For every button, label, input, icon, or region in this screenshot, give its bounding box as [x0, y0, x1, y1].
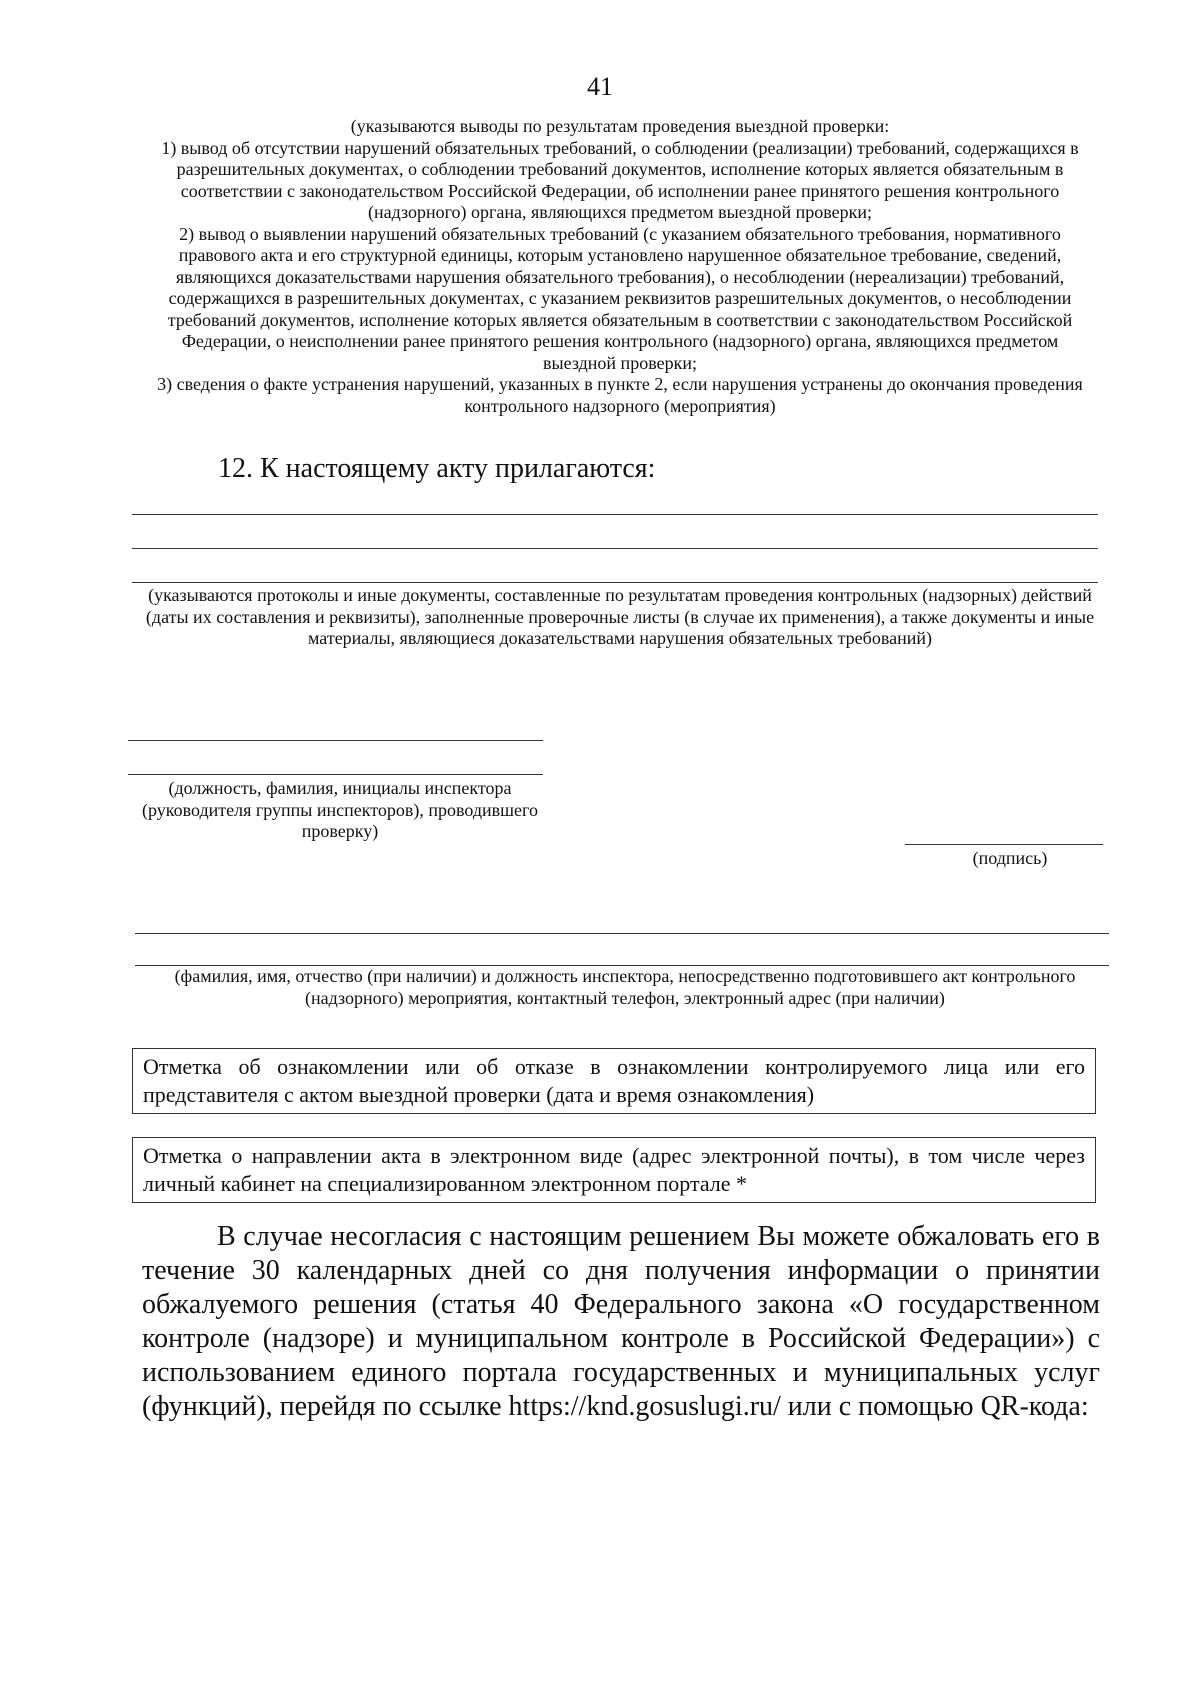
- attachments-heading: 12. К настоящему акту прилагаются:: [218, 453, 656, 484]
- signature-caption: (подпись): [972, 848, 1048, 868]
- preparer-line-1: [135, 933, 1109, 934]
- conclusions-note-item-1: 1) вывод об отсутствии нарушений обязательных требований, о соблюдении (реализации) требований, содержащихся в разрешительных документах, о соблюдении требований документов, исполнение которых является обязательным в соответствии с законодательством Российской Федерации, об исполнении ранее принятого решения контрольного (надзорного) органа, являющихся предметом выездной проверки;: [161, 137, 1079, 222]
- attachments-line-1: [132, 514, 1098, 515]
- page-number: 41: [587, 72, 613, 101]
- appeal-paragraph: В случае несогласия с настоящим решением Вы можете обжаловать его в течение 30 календарных дней со дня получения информации о принятии обжалуемого решения (статья 40 Федерального закона «О государственном контроле (надзоре) и муниципальном контроле в Российской Федерации») с использованием единого портала государственных и муниципальных услуг (функций), перейдя по ссылке https://knd.gosuslugi.ru/ или с помощью QR-кода:: [142, 1221, 1100, 1422]
- inspector-caption: (должность, фамилия, инициалы инспектора (руководителя группы инспекторов), проводившего проверку): [142, 778, 538, 841]
- inspector-line-1: [128, 740, 543, 741]
- inspector-line-2: [128, 774, 543, 775]
- conclusions-note-item-3: 3) сведения о факте устранения нарушений, указанных в пункте 2, если нарушения устранены до окончания проведения контрольного надзорного (мероприятия): [157, 374, 1083, 416]
- conclusions-note-intro: (указываются выводы по результатам проведения выездной проверки:: [350, 116, 890, 136]
- conclusions-note-item-2: 2) вывод о выявлении нарушений обязательных требований (с указанием обязательного требования, нормативного правового акта и его структурной единицы, которым установлено нарушенное обязательное требование, сведений, являющихся доказательствами нарушения обязательного требования), о несоблюдении (нереализации) требований, содержащихся в разрешительных документах, с указанием реквизитов разрешительных документов, о несоблюдении требований документов, исполнение которых является обязательным в соответствии с законодательством Российской Федерации, о неисполнении ранее принятого решения контрольного (надзорного) органа, являющихся предметом выездной проверки;: [167, 223, 1073, 373]
- electronic-sending-box: Отметка о направлении акта в электронном виде (адрес электронной почты), в том числе через личный кабинет на специализированном электронном портале *: [132, 1137, 1096, 1203]
- preparer-note: (фамилия, имя, отчество (при наличии) и должность инспектора, непосредственно подготовившего акт контрольного (надзорного) мероприятия, контактный телефон, электронный адрес (при наличии): [174, 966, 1076, 1008]
- attachments-line-2: [132, 548, 1098, 549]
- attachments-line-3: [132, 582, 1098, 583]
- signature-line: [905, 844, 1103, 845]
- familiarization-box: Отметка об ознакомлении или об отказе в ознакомлении контролируемого лица или его представителя с актом выездной проверки (дата и время ознакомления): [132, 1048, 1096, 1114]
- conclusions-note: [155, 116, 1085, 417]
- attachments-note: (указываются протоколы и иные документы, составленные по результатам проведения контрольных (надзорных) действий (даты их составления и реквизиты), заполненные проверочные листы (в случае их применения), а также документы и иные материалы, являющиеся доказательствами нарушения обязательных требований): [145, 585, 1095, 648]
